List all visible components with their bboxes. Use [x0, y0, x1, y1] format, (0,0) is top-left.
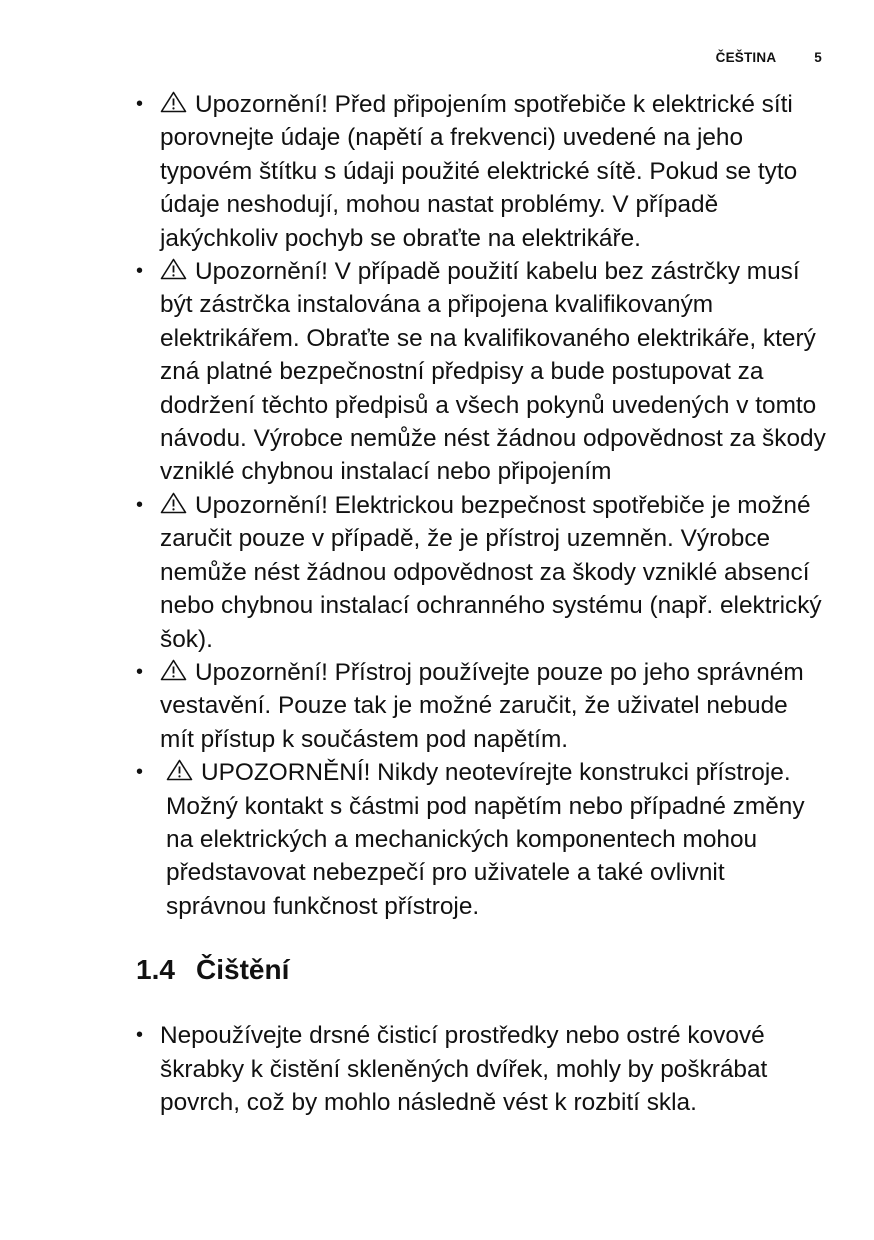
bullet: •	[136, 1024, 144, 1047]
list-item	[136, 656, 826, 756]
warning-text: Upozornění! Přístroj používejte pouze po jeho správném vestavění. Pouze tak je možné zaručit, že uživatel nebude mít přístup k součástem pod napětím.	[160, 658, 804, 753]
warning-list	[136, 88, 826, 923]
section-title: Čištění	[196, 954, 290, 986]
list-item	[136, 255, 826, 489]
section-heading	[136, 953, 826, 987]
bullet: •	[136, 93, 144, 115]
bullet: •	[136, 493, 144, 516]
section-number: 1.4	[136, 954, 175, 986]
warning-triangle-icon	[160, 258, 187, 280]
bullet: •	[136, 660, 144, 683]
warning-triangle-icon	[166, 759, 193, 781]
warning-triangle-icon	[160, 492, 187, 514]
list-item	[136, 489, 826, 656]
item-text: Nepoužívejte drsné čisticí prostředky nebo ostré kovové škrabky k čistění skleněných dvířek, mohly by poškrábat povrch, což by mohlo následně vést k rozbití skla.	[160, 1022, 768, 1116]
header-language: ČEŠTINA	[715, 50, 777, 65]
page-number: 5	[814, 50, 822, 65]
list-item	[136, 88, 826, 255]
bullet: •	[136, 260, 144, 283]
warning-text: Upozornění! Elektrickou bezpečnost spotřebiče je možné zaručit pouze v případě, že je přístroj uzemněn. Výrobce nemůže nést žádnou odpovědnost za škody vzniklé absencí nebo chybnou instalací ochranného systému (např. elektrický šok).	[160, 491, 822, 653]
warning-text: Upozornění! Před připojením spotřebiče k elektrické síti porovnejte údaje (napětí a frekvenci) uvedené na jeho typovém štítku s údaji použité elektrické sítě. Pokud se tyto údaje neshodují, mohou nastat problémy. V případě jakýchkoliv pochyb se obraťte na elektrikáře.	[160, 91, 798, 252]
warning-triangle-icon	[160, 91, 187, 113]
warning-triangle-icon	[160, 659, 187, 681]
cleaning-list	[136, 1019, 826, 1119]
list-item	[136, 756, 826, 923]
page-content	[136, 88, 826, 1119]
list-item	[136, 1019, 826, 1119]
page-header	[716, 50, 822, 65]
warning-text: Upozornění! V případě použití kabelu bez zástrčky musí být zástrčka instalována a připojena kvalifikovaným elektrikářem. Obraťte se na kvalifikovaného elektrikáře, který zná platné bezpečnostní předpisy a bude postupovat za dodržení těchto předpisů a všech pokynů uvedených v tomto návodu. Výrobce nemůže nést žádnou odpovědnost za škody vzniklé chybnou instalací nebo připojením	[160, 258, 826, 486]
warning-text: UPOZORNĚNÍ! Nikdy neotevírejte konstrukci přístroje. Možný kontakt s částmi pod napětím nebo případné změny na elektrických a mechanických komponentech mohou představovat nebezpečí pro uživatele a také ovlivnit správnou funkčnost přístroje.	[166, 759, 805, 920]
bullet: •	[136, 761, 144, 784]
